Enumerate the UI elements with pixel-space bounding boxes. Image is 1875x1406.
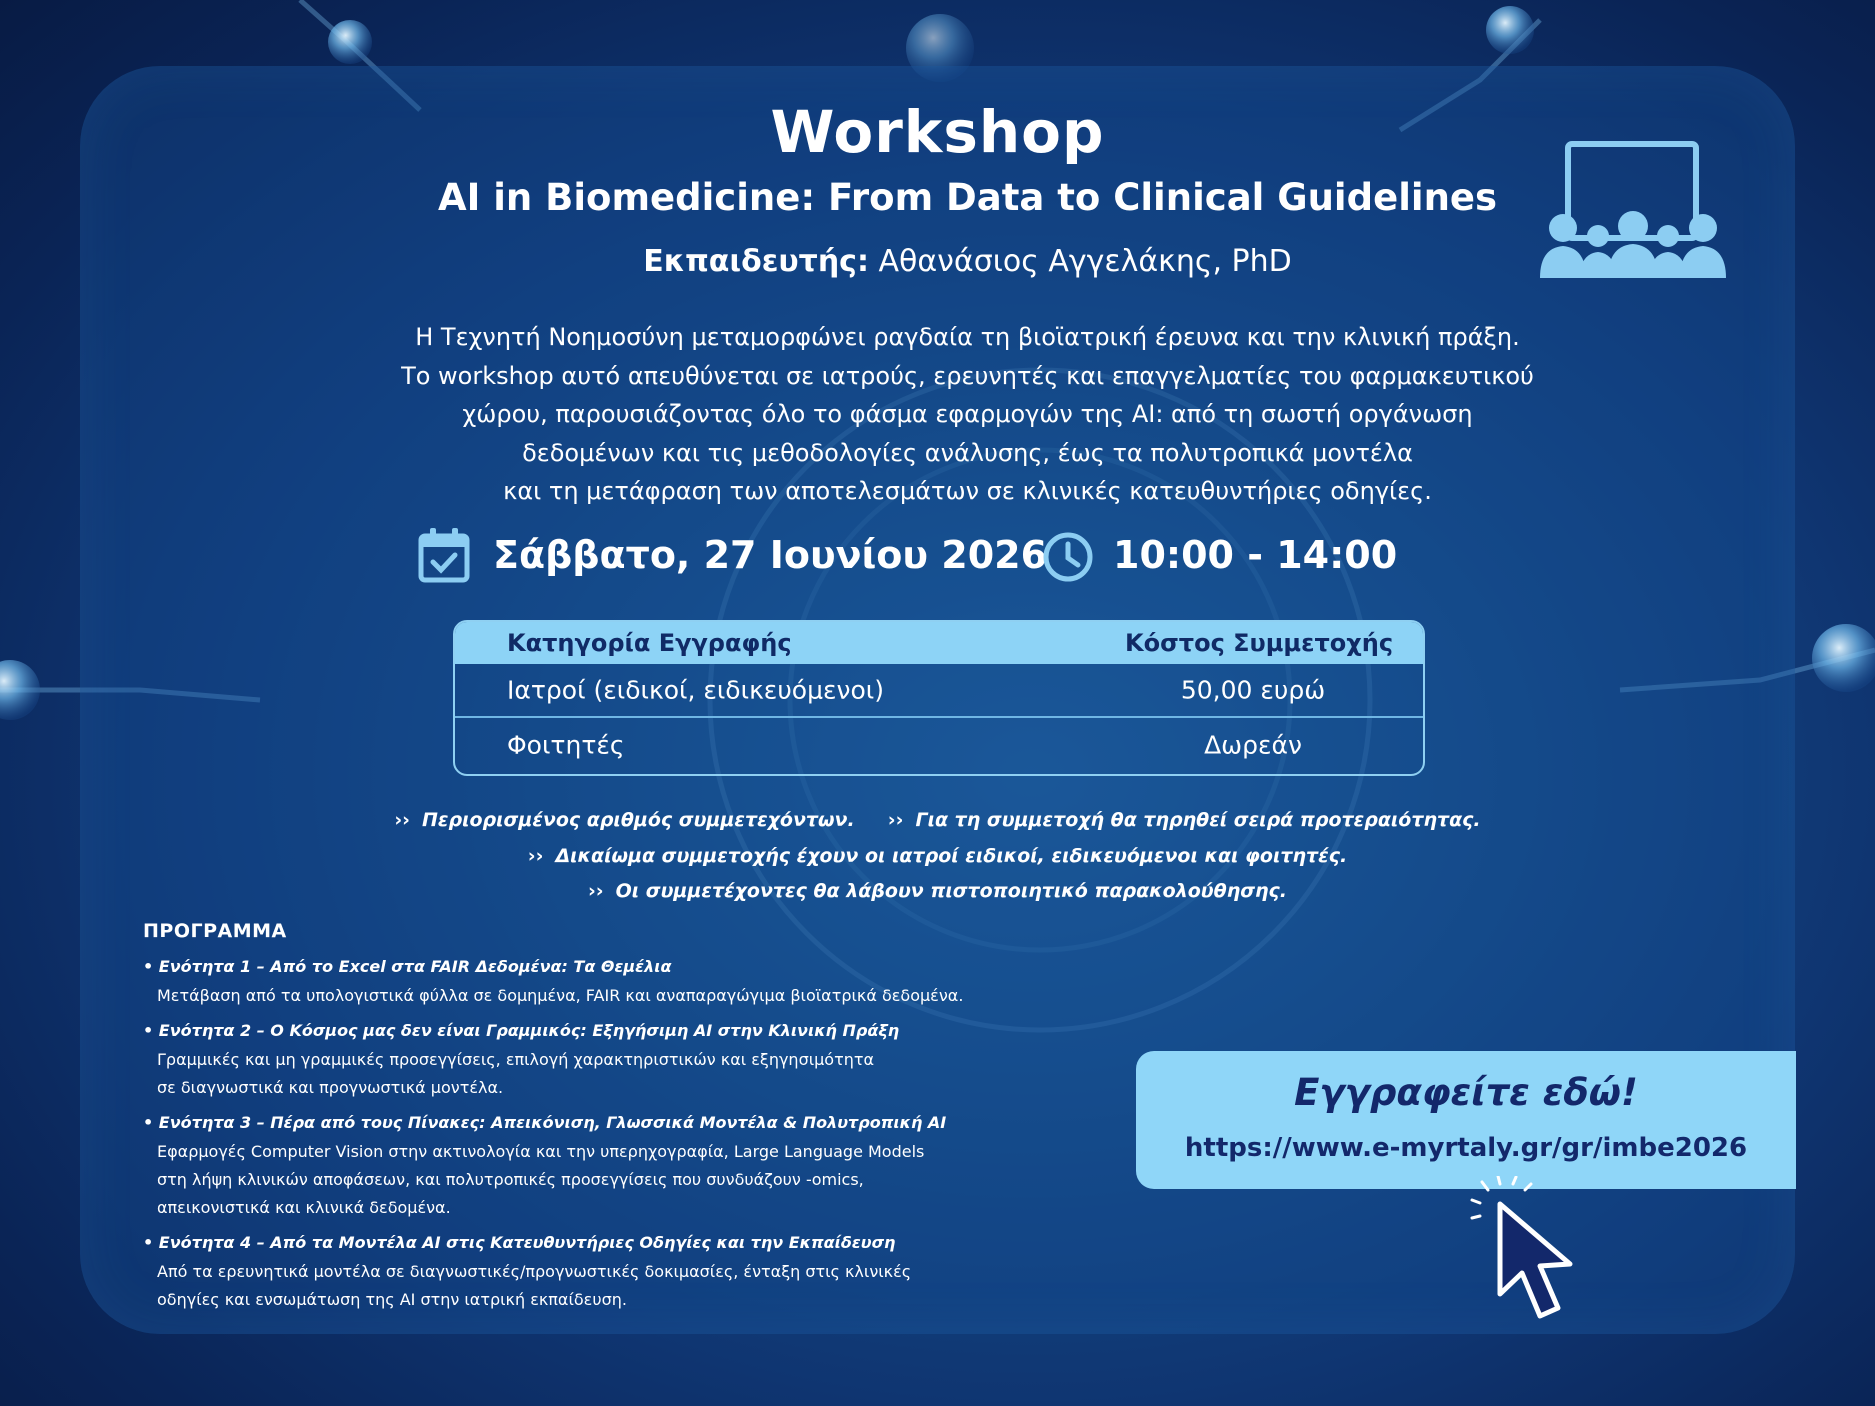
unit-desc-line: Μετάβαση από τα υπολογιστικά φύλλα σε δομημένα, FAIR και αναπαραγώγιμα βιοϊατρικά δεδομένα. xyxy=(157,986,964,1005)
unit-title: • Ενότητα 4 – Από τα Μοντέλα AI στις Κατευθυντήριες Οδηγίες και την Εκπαίδευση xyxy=(143,1233,896,1252)
intro-line: Το workshop αυτό απευθύνεται σε ιατρούς, ερευνητές και επαγγελματίες του φαρμακευτικού xyxy=(401,361,1534,390)
calendar-icon xyxy=(418,527,470,583)
intro-line: χώρου, παρουσιάζοντας όλο το φάσμα εφαρμογών της AI: από τη σωστή οργάνωση xyxy=(462,400,1473,428)
note-text: Περιορισμένος αριθμός συμμετεχόντων. xyxy=(422,809,855,831)
fee-category: Ιατροί (ειδικοί, ειδικευόμενοι) xyxy=(507,675,884,705)
chevron-right-icon: ›› xyxy=(527,845,544,867)
intro-line: δεδομένων και τις μεθοδολογίες ανάλυσης, έως τα πολυτροπικά μοντέλα xyxy=(522,438,1413,467)
list-item xyxy=(143,957,1103,1010)
unit-description xyxy=(143,1258,1103,1314)
event-time: 10:00 - 14:00 xyxy=(1113,533,1398,577)
intro-text xyxy=(0,318,1875,511)
unit-desc-line: Από τα ερευνητικά μοντέλα σε διαγνωστικές/προγνωστικές δοκιμασίες, ένταξη στις κλινικές xyxy=(157,1262,912,1281)
note-text: Οι συμμετέχοντες θα λάβουν πιστοποιητικό παρακολούθησης. xyxy=(615,880,1288,902)
fee-header-category: Κατηγορία Εγγραφής xyxy=(507,629,792,657)
unit-description xyxy=(143,982,1103,1010)
program-section xyxy=(143,920,1103,1325)
chevron-right-icon: ›› xyxy=(394,809,410,831)
molecule-node-1 xyxy=(328,20,372,64)
unit-desc-line: σε διαγνωστικά και προγνωστικά μοντέλα. xyxy=(157,1078,504,1097)
unit-description xyxy=(143,1046,1103,1102)
unit-desc-line: Γραμμικές και μη γραμμικές προσεγγίσεις, επιλογή χαρακτηριστικών και εξηγησιμότητα xyxy=(157,1050,875,1069)
unit-title: • Ενότητα 2 – Ο Κόσμος μας δεν είναι Γραμμικός: Εξηγήσιμη AI στην Κλινική Πράξη xyxy=(143,1021,900,1040)
cursor-click-icon xyxy=(1470,1176,1590,1326)
molecule-node-2 xyxy=(1486,6,1534,54)
list-item xyxy=(143,1021,1103,1102)
note-text: Δικαίωμα συμμετοχής έχουν οι ιατροί ειδικοί, ειδικευόμενοι και φοιτητές. xyxy=(555,845,1348,867)
audience-icon xyxy=(1538,140,1728,282)
note-line xyxy=(0,845,1875,867)
unit-desc-line: στη λήψη κλινικών αποφάσεων, και πολυτροπικές προσεγγίσεις που συνδυάζουν -omics, xyxy=(157,1170,864,1189)
note-line xyxy=(0,880,1875,902)
schedule-row xyxy=(0,525,1875,585)
fee-table xyxy=(453,620,1425,776)
molecule-node-4 xyxy=(0,660,40,720)
register-cta[interactable]: Εγγραφείτε εδώ! xyxy=(1294,1071,1638,1114)
unit-title: • Ενότητα 1 – Από το Excel στα FAIR Δεδομένα: Τα Θεμέλια xyxy=(143,957,672,976)
intro-line: Η Τεχνητή Νοημοσύνη μεταμορφώνει ραγδαία τη βιοϊατρική έρευνα και την κλινική πράξη. xyxy=(415,323,1520,351)
clock-icon xyxy=(1042,531,1094,583)
unit-desc-line: οδηγίες και ενσωμάτωση της AI στην ιατρική εκπαίδευση. xyxy=(157,1290,627,1309)
unit-desc-line: απεικονιστικά και κλινικά δεδομένα. xyxy=(157,1198,451,1217)
register-box[interactable] xyxy=(1136,1051,1796,1189)
trainer-name: Αθανάσιος Αγγελάκης, PhD xyxy=(878,244,1292,279)
unit-title: • Ενότητα 3 – Πέρα από τους Πίνακες: Απεικόνιση, Γλωσσικά Μοντέλα & Πολυτροπική AI xyxy=(143,1113,947,1132)
unit-description xyxy=(143,1138,1103,1222)
molecule-node-3 xyxy=(1812,624,1875,692)
fee-cost: Δωρεάν xyxy=(1204,730,1302,760)
list-item xyxy=(143,1233,1103,1314)
trainer-label: Εκπαιδευτής: xyxy=(643,244,869,279)
fee-table-header xyxy=(455,622,1423,664)
note-line xyxy=(0,809,1875,831)
note-text: Για τη συμμετοχή θα τηρηθεί σειρά προτεραιότητας. xyxy=(915,809,1481,831)
workshop-subtitle: AI in Biomedicine: From Data to Clinical Guidelines xyxy=(437,176,1498,219)
fee-header-cost: Κόστος Συμμετοχής xyxy=(1125,629,1394,657)
table-row xyxy=(455,718,1423,772)
unit-desc-line: Εφαρμογές Computer Vision στην ακτινολογία και την υπερηχογραφία, Large Language Models xyxy=(157,1142,925,1161)
fee-category: Φοιτητές xyxy=(507,730,625,760)
list-item xyxy=(143,1113,1103,1222)
event-date: Σάββατο, 27 Ιουνίου 2026 xyxy=(493,533,1048,577)
table-row xyxy=(455,664,1423,718)
intro-line: και τη μετάφραση των αποτελεσμάτων σε κλινικές κατευθυντήριες οδηγίες. xyxy=(503,477,1432,505)
program-title: ΠΡΟΓΡΑΜΜΑ xyxy=(143,920,287,942)
chevron-right-icon: ›› xyxy=(587,880,604,902)
register-link[interactable]: https://www.e-myrtaly.gr/gr/imbe2026 xyxy=(1184,1133,1748,1163)
page-title: Workshop xyxy=(770,98,1105,166)
fee-cost: 50,00 ευρώ xyxy=(1180,675,1326,705)
chevron-right-icon: ›› xyxy=(887,809,904,831)
